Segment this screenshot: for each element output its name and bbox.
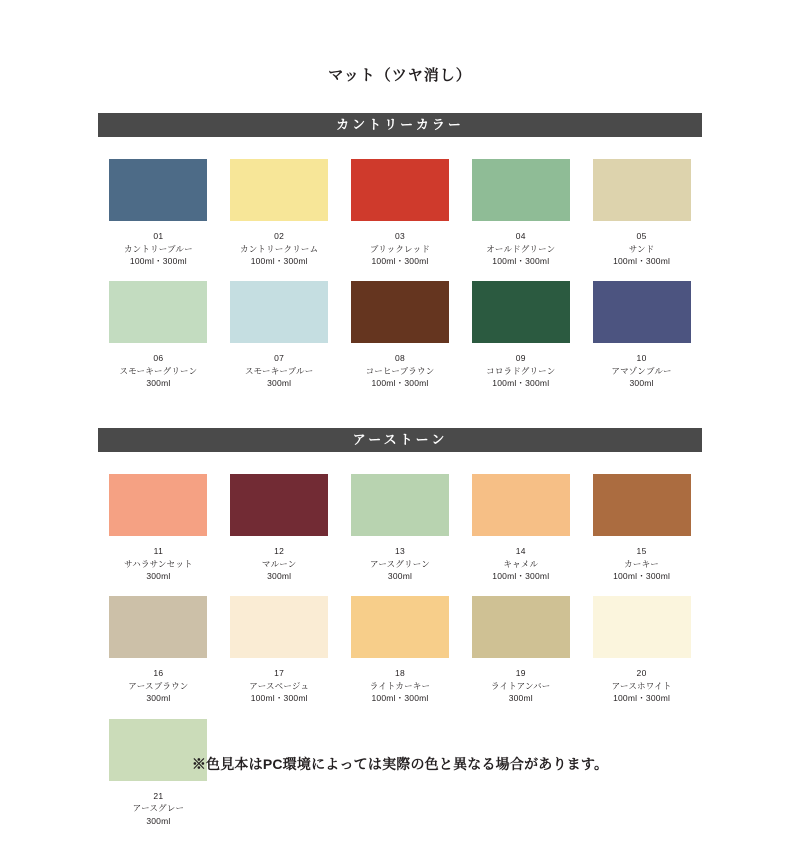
swatch-item[interactable] bbox=[581, 159, 702, 267]
swatch-item[interactable] bbox=[98, 159, 219, 267]
color-chip bbox=[472, 596, 570, 658]
swatch-volume: 300ml bbox=[146, 378, 171, 389]
swatch-number: 05 bbox=[636, 231, 647, 241]
swatch-name: マルーン bbox=[261, 558, 297, 569]
swatch-volume: 100ml・300ml bbox=[129, 256, 187, 267]
swatch-volume: 300ml bbox=[629, 378, 654, 389]
swatch-volume: 100ml・300ml bbox=[613, 256, 671, 267]
swatch-item[interactable] bbox=[460, 159, 581, 267]
swatch-volume: 100ml・300ml bbox=[492, 378, 550, 389]
swatch-number: 15 bbox=[636, 545, 647, 556]
color-chip bbox=[109, 159, 207, 221]
color-chip bbox=[351, 474, 449, 536]
swatch-volume: 100ml・300ml bbox=[250, 256, 308, 267]
swatch-volume: 300ml bbox=[387, 570, 413, 581]
swatch-name: カントリーブルー bbox=[123, 243, 193, 254]
swatch-number: 04 bbox=[515, 231, 526, 241]
swatch-number: 21 bbox=[153, 790, 164, 801]
swatch-number: 07 bbox=[274, 353, 285, 364]
color-chip bbox=[351, 596, 449, 658]
disclaimer-note: ※色見本はPC環境によっては実際の色と異なる場合があります。 bbox=[191, 756, 609, 772]
swatch-volume: 300ml bbox=[146, 693, 171, 704]
swatch-name: スモーキーグリーン bbox=[119, 366, 198, 377]
color-chip bbox=[230, 474, 328, 536]
swatch-number: 17 bbox=[274, 668, 285, 679]
swatch-name: アースブラウン bbox=[128, 680, 189, 691]
swatch-item[interactable] bbox=[581, 474, 702, 582]
swatch-name: コーヒーブラウン bbox=[365, 366, 435, 377]
swatch-name: スモーキーブルー bbox=[244, 366, 314, 377]
swatch-number: 02 bbox=[274, 231, 285, 241]
color-chip bbox=[593, 474, 691, 536]
swatch-item[interactable] bbox=[219, 281, 340, 389]
swatch-item[interactable] bbox=[460, 596, 581, 704]
color-chip bbox=[109, 474, 207, 536]
swatch-volume: 100ml・300ml bbox=[371, 256, 429, 267]
color-chip bbox=[230, 596, 328, 658]
section-heading-country: カントリーカラー bbox=[98, 113, 702, 137]
swatch-volume: 100ml・300ml bbox=[371, 693, 429, 704]
swatch-number: 03 bbox=[394, 231, 406, 241]
swatch-item[interactable] bbox=[219, 474, 340, 582]
swatch-grid-earth bbox=[98, 474, 702, 841]
swatch-name: アマゾンブルー bbox=[611, 366, 672, 377]
swatch-number: 09 bbox=[515, 353, 526, 364]
color-chip bbox=[109, 281, 207, 343]
swatch-name: サンド bbox=[628, 243, 655, 254]
swatch-item[interactable] bbox=[98, 281, 219, 389]
page-title: マット（ツヤ消し） bbox=[328, 67, 472, 84]
color-chip bbox=[593, 159, 691, 221]
swatch-number: 12 bbox=[274, 545, 285, 556]
swatch-item[interactable] bbox=[98, 596, 219, 704]
swatch-name: カントリークリーム bbox=[240, 243, 319, 254]
section-heading-earth: アーストーン bbox=[98, 428, 702, 452]
swatch-volume: 300ml bbox=[267, 378, 292, 389]
swatch-name: アースグリーン bbox=[369, 558, 431, 569]
swatch-item[interactable] bbox=[219, 596, 340, 704]
color-chip bbox=[230, 281, 328, 343]
color-chip bbox=[593, 596, 691, 658]
color-chip bbox=[472, 159, 570, 221]
swatch-grid-country bbox=[98, 159, 702, 404]
swatch-item[interactable] bbox=[460, 281, 581, 389]
swatch-name: アースホワイト bbox=[611, 680, 672, 691]
swatch-number: 18 bbox=[394, 668, 406, 679]
swatch-name: ブリックレッド bbox=[369, 243, 431, 254]
color-chip bbox=[351, 281, 449, 343]
swatch-number: 11 bbox=[153, 545, 164, 556]
swatch-name: サハラサンセット bbox=[124, 558, 193, 569]
swatch-item[interactable] bbox=[340, 596, 461, 704]
color-chip bbox=[351, 159, 449, 221]
swatch-number: 08 bbox=[394, 353, 406, 364]
swatch-number: 10 bbox=[636, 353, 647, 364]
color-chip bbox=[593, 281, 691, 343]
swatch-number: 06 bbox=[153, 353, 164, 364]
swatch-volume: 100ml・300ml bbox=[613, 693, 671, 704]
swatch-number: 19 bbox=[515, 668, 526, 679]
swatch-volume: 300ml bbox=[508, 693, 533, 704]
swatch-volume: 300ml bbox=[146, 815, 171, 826]
swatch-name: オールドグリーン bbox=[486, 243, 556, 254]
swatch-name: アースグレー bbox=[132, 803, 185, 814]
color-chip bbox=[472, 474, 570, 536]
swatch-volume: 100ml・300ml bbox=[613, 570, 671, 581]
swatch-volume: 100ml・300ml bbox=[492, 256, 550, 267]
swatch-item[interactable] bbox=[581, 596, 702, 704]
swatch-name: ライトカーキー bbox=[369, 680, 431, 691]
swatch-number: 14 bbox=[515, 545, 526, 556]
color-chip bbox=[230, 159, 328, 221]
swatch-volume: 300ml bbox=[146, 570, 171, 581]
swatch-number: 16 bbox=[153, 668, 164, 679]
swatch-number: 01 bbox=[153, 231, 164, 241]
swatch-volume: 100ml・300ml bbox=[250, 693, 308, 704]
swatch-volume: 100ml・300ml bbox=[371, 378, 429, 389]
color-chip bbox=[109, 596, 207, 658]
swatch-volume: 100ml・300ml bbox=[492, 570, 550, 581]
color-chip bbox=[472, 281, 570, 343]
swatch-item[interactable] bbox=[340, 474, 461, 582]
swatch-item[interactable] bbox=[581, 281, 702, 389]
swatch-number: 20 bbox=[636, 668, 647, 679]
swatch-name: コロラドグリーン bbox=[486, 366, 556, 377]
swatch-name: ライトアンバー bbox=[491, 680, 551, 691]
swatch-name: カーキー bbox=[624, 558, 659, 569]
swatch-number: 13 bbox=[394, 545, 406, 556]
swatch-item[interactable] bbox=[219, 159, 340, 267]
swatch-volume: 300ml bbox=[267, 570, 292, 581]
swatch-item[interactable] bbox=[460, 474, 581, 582]
swatch-name: キャメル bbox=[503, 558, 539, 569]
swatch-item[interactable] bbox=[340, 159, 461, 267]
swatch-item[interactable] bbox=[340, 281, 461, 389]
swatch-name: アースベージュ bbox=[249, 680, 310, 691]
swatch-item[interactable] bbox=[98, 474, 219, 582]
